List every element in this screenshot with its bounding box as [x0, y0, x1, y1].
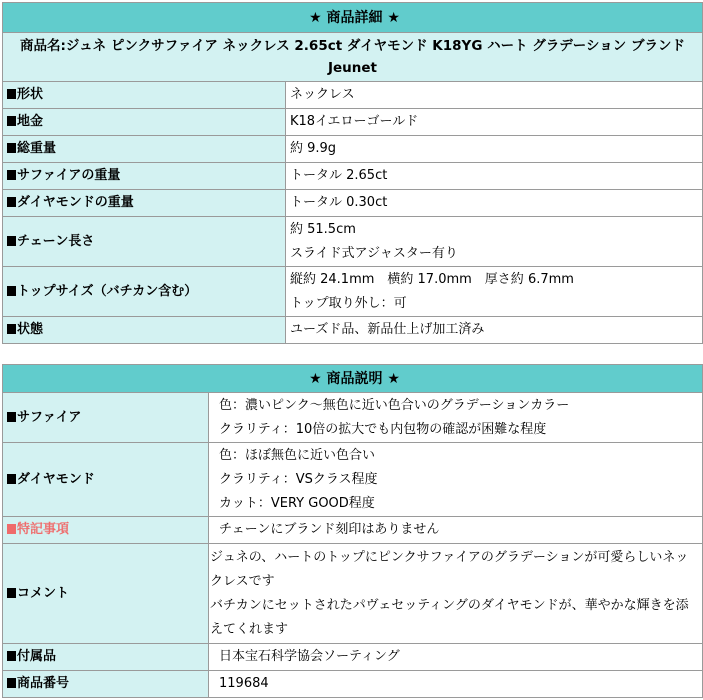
row-label-sapphire: サファイア [3, 393, 209, 443]
row-label-accessories: 付属品 [3, 644, 209, 671]
square-bullet-icon [7, 651, 16, 661]
row-value-comment: ジュネの、ハートのトップにピンクサファイアのグラデーションが可愛らしいネックレスです バチカンにセットされたパヴェセッティングのダイヤモンドが、華やかな輝きを添えてくれます [209, 544, 703, 644]
square-bullet-icon [7, 588, 16, 598]
row-label-comment: コメント [3, 544, 209, 644]
row-value-condition: ユーズド品、新品仕上げ加工済み [286, 317, 703, 344]
row-value-product-number: 119684 [209, 671, 703, 698]
row-label-special-notes: 特記事項 [3, 517, 209, 544]
square-bullet-icon [7, 474, 16, 484]
row-label-condition: 状態 [3, 317, 286, 344]
square-bullet-icon [7, 170, 16, 180]
square-bullet-icon [7, 412, 16, 422]
row-value-chain-length: 約 51.5cm スライド式アジャスター有り [286, 217, 703, 267]
product-description-table [2, 364, 703, 698]
product-details-table [2, 2, 703, 344]
row-label-top-size: トップサイズ（バチカン含む） [3, 267, 286, 317]
row-label-diamond: ダイヤモンド [3, 443, 209, 517]
square-bullet-icon [7, 678, 16, 688]
row-label-total-weight: 総重量 [3, 136, 286, 163]
square-bullet-icon [7, 324, 16, 334]
row-value-sapphire-weight: トータル 2.65ct [286, 163, 703, 190]
row-value-special-notes: チェーンにブランド刻印はありません [209, 517, 703, 544]
row-value-diamond: 色：ほぼ無色に近い色合い クラリティ：VSクラス程度 カット：VERY GOOD程度 [209, 443, 703, 517]
details-header: ★ 商品詳細 ★ [3, 3, 703, 33]
row-value-shape: ネックレス [286, 82, 703, 109]
row-value-diamond-weight: トータル 0.30ct [286, 190, 703, 217]
row-value-total-weight: 約 9.9g [286, 136, 703, 163]
row-label-sapphire-weight: サファイアの重量 [3, 163, 286, 190]
row-label-metal: 地金 [3, 109, 286, 136]
row-value-top-size: 縦約 24.1mm 横約 17.0mm 厚さ約 6.7mm トップ取り外し：可 [286, 267, 703, 317]
square-bullet-icon [7, 236, 16, 246]
row-label-diamond-weight: ダイヤモンドの重量 [3, 190, 286, 217]
row-label-chain-length: チェーン長さ [3, 217, 286, 267]
square-bullet-icon [7, 116, 16, 126]
square-bullet-icon [7, 197, 16, 207]
square-bullet-icon [7, 286, 16, 296]
row-label-shape: 形状 [3, 82, 286, 109]
row-value-accessories: 日本宝石科学協会ソーティング [209, 644, 703, 671]
row-label-product-number: 商品番号 [3, 671, 209, 698]
square-bullet-icon [7, 89, 16, 99]
description-header: ★ 商品説明 ★ [3, 365, 703, 393]
row-value-metal: K18イエローゴールド [286, 109, 703, 136]
square-bullet-icon [7, 524, 16, 534]
square-bullet-icon [7, 143, 16, 153]
row-value-sapphire: 色：濃いピンク～無色に近い色合いのグラデーションカラー クラリティ：10倍の拡大でも内包物の確認が困難な程度 [209, 393, 703, 443]
product-title: 商品名:ジュネ ピンクサファイア ネックレス 2.65ct ダイヤモンド K18YG ハート グラデーション ブランド Jeunet [3, 33, 703, 82]
